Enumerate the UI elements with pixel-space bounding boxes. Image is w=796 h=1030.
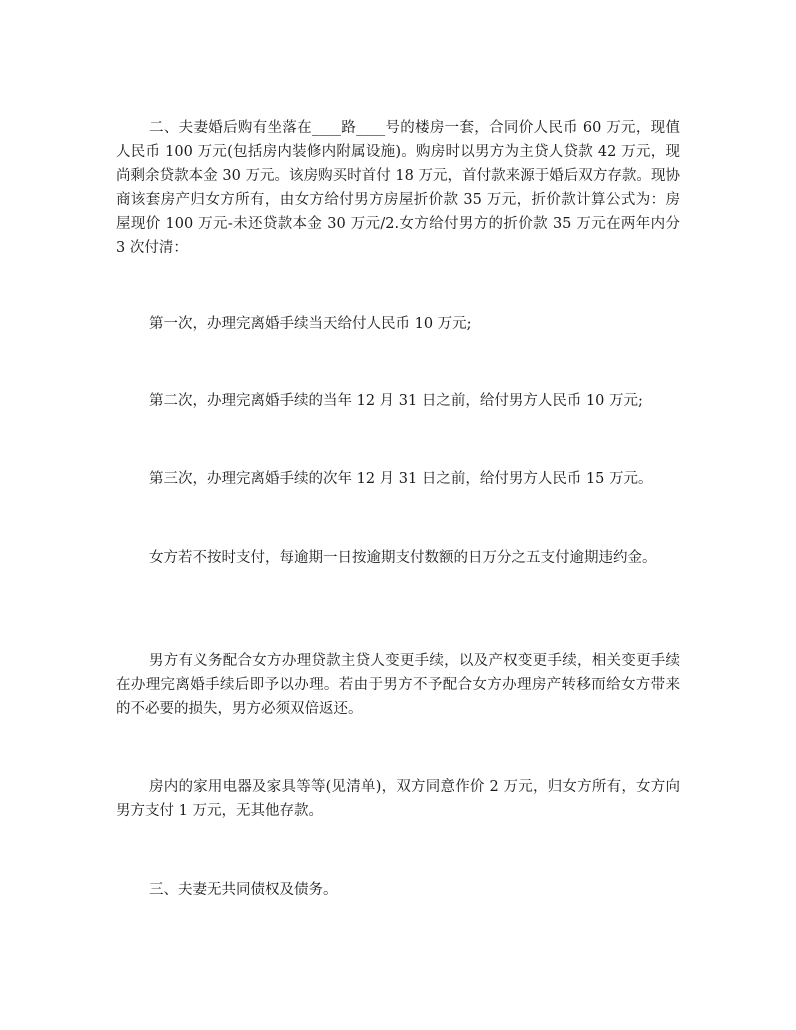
paragraph-second-payment: 第二次，办理完离婚手续的当年 12 月 31 日之前，给付男方人民币 10 万元; xyxy=(149,393,643,409)
paragraph-late-penalty: 女方若不按时支付，每逾期一日按逾期支付数额的日万分之五支付逾期违约金。 xyxy=(149,550,657,566)
paragraph-first-payment: 第一次，办理完离婚手续当天给付人民币 10 万元; xyxy=(149,316,472,332)
paragraph-property-division: 二、夫妻婚后购有坐落在____路____号的楼房一套，合同价人民币 60 万元，现值人民币 100 万元(包括房内装修内附属设施)。购房时以男方为主贷人贷款 42 万元，现尚剩余贷款本金 30 万元。该房购买时首付 18 万元，首付款来源于婚后双方存款。现协商该套房产归女方所有，由女方给付男方房屋折价款 35 万元，折价款计算公式为：房屋现价 100 万元-未还贷款本金 30 万元/2.女方给付男方的折价款 35 万元在两年内分 3 次付清： xyxy=(116,120,680,256)
paragraph-furniture-appliances: 房内的家用电器及家具等等(见清单)，双方同意作价 2 万元，归女方所有，女方向男方支付 1 万元，无其他存款。 xyxy=(116,779,680,819)
paragraph-loan-transfer-duty: 男方有义务配合女方办理贷款主贷人变更手续，以及产权变更手续，相关变更手续在办理完离婚手续后即予以办理。若由于男方不予配合女方办理房产转移而给女方带来的不必要的损失，男方必须双倍返还。 xyxy=(116,653,680,717)
paragraph-debts: 三、夫妻无共同债权及债务。 xyxy=(149,882,338,898)
paragraph-third-payment: 第三次，办理完离婚手续的次年 12 月 31 日之前，给付男方人民币 15 万元。 xyxy=(149,471,653,487)
